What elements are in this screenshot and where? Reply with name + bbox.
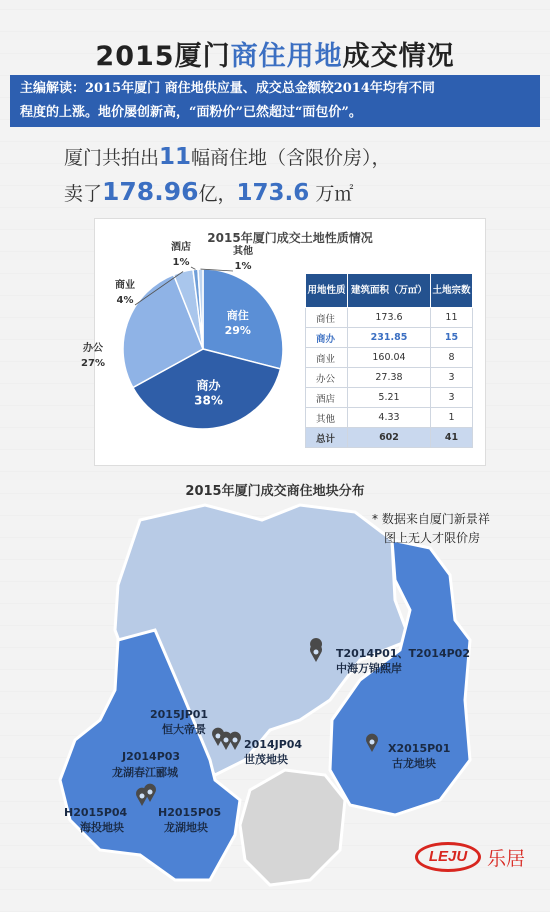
table-cell: 27.38 <box>348 368 431 388</box>
note-line-1: * 数据来自厦门新景祥 <box>372 512 490 526</box>
banner-line-1: 主编解读：2015年厦门 商住地供应量、成交总金额较2014年均有不同 <box>20 81 435 96</box>
table-cell: 173.6 <box>348 308 431 328</box>
pie-value-label: 27% <box>81 358 105 369</box>
col-header-area: 建筑面积（万㎡） <box>348 274 431 308</box>
table-cell: 其他 <box>306 408 348 428</box>
table-cell: 办公 <box>306 368 348 388</box>
total-area: 173.6 <box>236 180 310 206</box>
pie-category-label: 其他 <box>233 246 253 257</box>
table-cell: 15 <box>430 328 472 348</box>
pie-category-label: 商办 <box>196 378 221 393</box>
plot-code-label: X2015P01 <box>388 742 451 755</box>
table-cell: 3 <box>430 368 472 388</box>
plot-name-label: 古龙地块 <box>392 757 436 770</box>
plot-name-label: 世茂地块 <box>244 753 288 766</box>
plot-name-label: 恒大帝景 <box>162 723 206 736</box>
pie-value-label: 1% <box>234 261 252 272</box>
plot-code-label: H2015P04 <box>64 806 128 819</box>
table-cell: 160.04 <box>348 348 431 368</box>
table-cell: 41 <box>430 428 472 448</box>
table-cell: 酒店 <box>306 388 348 408</box>
plot-code-label: H2015P05 <box>158 806 222 819</box>
title-highlight: 商住用地 <box>230 41 343 72</box>
pie-value-label: 4% <box>116 295 134 306</box>
summary-unit: 万㎡ <box>309 183 354 205</box>
map-note <box>372 510 522 548</box>
plot-code-label: T2014P01、T2014P02 <box>336 647 470 660</box>
plot-name-label: 中海万锦熙岸 <box>336 662 402 675</box>
pie-category-label: 酒店 <box>171 242 191 253</box>
chart-title: 2015年厦门成交土地性质情况 <box>207 231 373 245</box>
summary-text: 幅商住地（含限价房）， <box>191 147 391 169</box>
summary-text: 卖了 <box>64 183 103 205</box>
table-cell: 商住 <box>306 308 348 328</box>
map-region-island <box>240 770 345 885</box>
table-cell: 总计 <box>306 428 348 448</box>
table-cell: 1 <box>430 408 472 428</box>
map-title: 2015年厦门成交商住地块分布 <box>185 484 365 499</box>
plot-name-label: 海投地块 <box>80 821 124 834</box>
pie-value-label: 38% <box>194 393 223 408</box>
table-cell: 11 <box>430 308 472 328</box>
table-cell: 3 <box>430 388 472 408</box>
plot-name-label: 龙湖春江郦城 <box>112 766 178 779</box>
summary-text: 厦门共拍出 <box>64 147 160 169</box>
plot-count: 11 <box>159 144 192 170</box>
table-cell: 231.85 <box>348 328 431 348</box>
note-line-2: 图上无人才限价房 <box>384 531 481 545</box>
pie-value-label: 29% <box>224 324 251 338</box>
table-cell: 4.33 <box>348 408 431 428</box>
table-cell: 602 <box>348 428 431 448</box>
plot-name-label: 龙湖地块 <box>164 821 208 834</box>
table-cell: 商办 <box>306 328 348 348</box>
banner-line-2: 程度的上涨。地价屡创新高，“面粉价”已然超过“面包价”。 <box>20 105 362 120</box>
total-amount: 178.96 <box>102 177 199 206</box>
plot-code-label: 2015JP01 <box>150 708 209 721</box>
logo-text: 乐居 <box>487 848 526 870</box>
leju-logo <box>415 840 535 880</box>
plot-code-label: J2014P03 <box>122 750 181 763</box>
title-prefix: 2015厦门 <box>95 41 231 72</box>
pie-category-label: 办公 <box>83 343 103 354</box>
plot-code-label: 2014JP04 <box>244 738 303 751</box>
col-header-count: 土地宗数 <box>430 274 472 308</box>
summary-text: 亿， <box>198 183 237 205</box>
logo-badge: LEJU <box>415 842 481 872</box>
table-cell: 5.21 <box>348 388 431 408</box>
pie-value-label: 1% <box>172 257 190 268</box>
pie-category-label: 商业 <box>115 280 135 291</box>
col-header-type: 用地性质 <box>306 274 348 308</box>
pie-category-label: 商住 <box>226 309 249 323</box>
table-cell: 商业 <box>306 348 348 368</box>
title-suffix: 成交情况 <box>342 41 455 72</box>
table-cell: 8 <box>430 348 472 368</box>
